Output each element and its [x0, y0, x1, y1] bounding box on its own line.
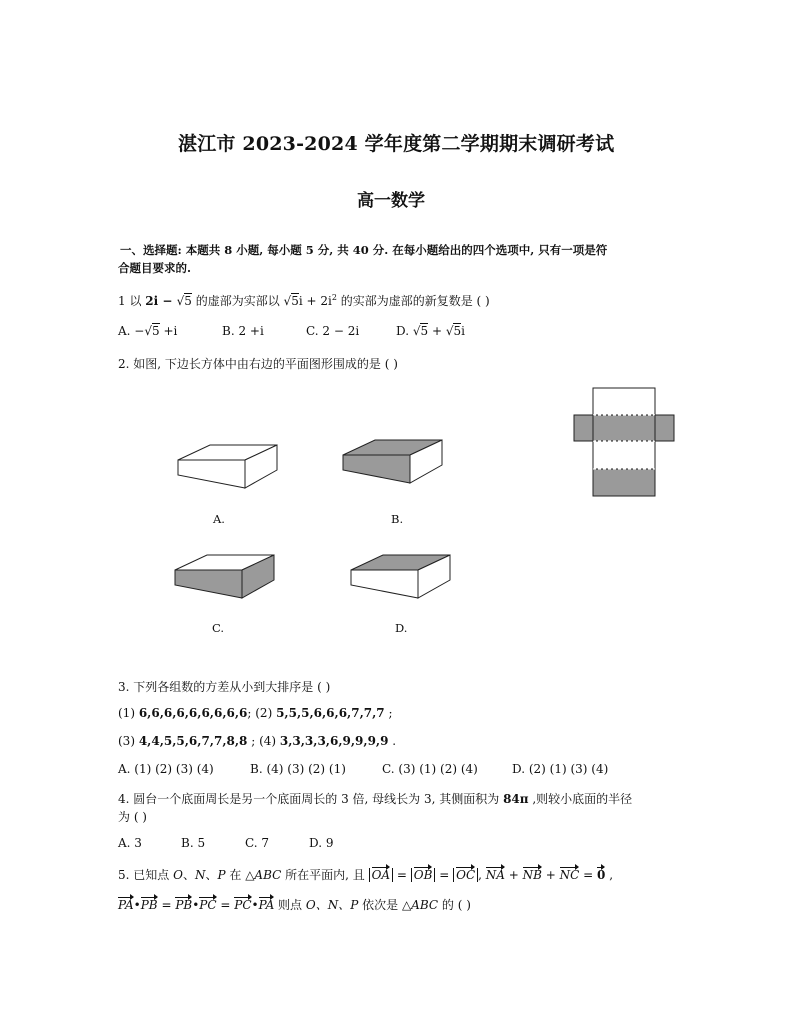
question-3-stem: 3. 下列各组数的方差从小到大排序是 ( )	[118, 680, 331, 694]
q1-expr-b: i + 2i	[298, 294, 332, 308]
box-net-diagram	[574, 388, 674, 498]
q5-tail-e: 的 ( )	[438, 898, 471, 912]
q1-option-a-minus: −	[134, 324, 145, 338]
q1-option-a-tail: +i	[159, 324, 178, 338]
q1-option-c[interactable]: C. 2 − 2i	[306, 324, 360, 338]
q1-text-b: 的虚部为实部以	[191, 294, 284, 308]
q1-option-b[interactable]: B. 2 +i	[222, 324, 264, 338]
q3-group3-data: 4,4,5,5,6,7,7,8,8	[138, 734, 248, 748]
q1-option-a[interactable]: A. −√5 +i	[118, 324, 178, 338]
q1-option-d[interactable]: D. √5 + √5i	[396, 324, 465, 338]
q1-option-d-sqrt2: 5	[453, 324, 462, 338]
q1-option-d-sqrt1: 5	[420, 324, 429, 338]
q1-sqrt-b: 5	[291, 294, 299, 308]
box-figure-b[interactable]	[335, 430, 450, 490]
q3-data-line-1	[118, 706, 393, 720]
q4-text-a: 4. 圆台一个底面周长是另一个底面周长的 3 倍, 母线长为 3, 其侧面积为	[118, 792, 504, 806]
q3-option-c[interactable]: C. (3) (1) (2) (4)	[382, 762, 478, 776]
question-2-stem: 2. 如图, 下边长方体中由右边的平面图形围成的是 ( )	[118, 357, 398, 371]
box-label-b: B.	[391, 512, 404, 526]
q5-tail-triangle: △ABC	[401, 898, 439, 912]
subject-title: 高一数学	[357, 191, 425, 211]
q1-option-a-sqrt: 5	[152, 324, 160, 338]
q3-option-b[interactable]: B. (4) (3) (2) (1)	[250, 762, 346, 776]
question-5-stem-line2: PA•PB = PB•PC = PC•PA 则点 O、N、P 依次是 △ABC 的 ( )	[118, 898, 471, 912]
vector-pa-1: PA	[118, 898, 134, 912]
vector-pc-1: PC	[199, 898, 217, 912]
question-4-stem-line2: 为 ( )	[118, 810, 147, 824]
q4-option-d[interactable]: D. 9	[309, 836, 334, 850]
q4-option-c[interactable]: C. 7	[245, 836, 270, 850]
vector-nc: NC	[559, 868, 580, 882]
q5-sep-2: 、	[205, 868, 218, 882]
q5-triangle-a: △ABC	[245, 868, 282, 882]
q5-text-c: 所在平面内, 且	[281, 868, 369, 882]
vector-pb-2: PB	[175, 898, 193, 912]
q1-text-a: 1 以	[118, 294, 146, 308]
vector-oc: OC	[456, 868, 476, 882]
zero-vector: 0	[597, 868, 606, 882]
vector-pb-1: PB	[140, 898, 158, 912]
section-header-line2: 合题目要求的.	[118, 261, 192, 275]
box-figure-d[interactable]	[343, 545, 458, 605]
q4-area-value: 84π	[503, 792, 529, 806]
q3-group1-label: (1)	[118, 706, 139, 720]
question-5-stem-line1: 5. 已知点 O、N、P 在 △ABC 所在平面内, 且 OA = OB = OC , NA + NB + NC = 0 ,	[118, 868, 614, 882]
box-figure-a[interactable]	[170, 435, 285, 495]
q4-text-b: ,则较小底面的半径	[528, 792, 633, 806]
question-4-stem-line1	[118, 790, 632, 807]
q5-point-p: P	[217, 868, 226, 882]
q5-text-b: 在	[225, 868, 246, 882]
box-label-d: D.	[395, 621, 408, 635]
vector-oa: OA	[371, 868, 391, 882]
q5-tail-c: 依次是	[358, 898, 402, 912]
box-label-a: A.	[213, 512, 225, 526]
vector-pa-2: PA	[258, 898, 275, 912]
q4-option-b[interactable]: B. 5	[181, 836, 206, 850]
q3-line1-end: ;	[384, 706, 393, 720]
q3-line2-end: .	[388, 734, 397, 748]
q3-group2-data: 5,5,5,6,6,6,7,7,7	[276, 706, 385, 720]
q3-group4-label: ; (4)	[247, 734, 280, 748]
vector-ob: OB	[413, 868, 433, 882]
q1-expr-a: 2i −	[145, 294, 177, 308]
exam-title: 湛江市 2023-2024 学年度第二学期期末调研考试	[178, 133, 615, 155]
q3-group4-data: 3,3,3,3,6,9,9,9,9	[279, 734, 389, 748]
q5-sep-1: 、	[182, 868, 195, 882]
box-figure-c[interactable]	[167, 545, 282, 605]
vector-nb: NB	[522, 868, 542, 882]
q5-point-n: N	[194, 868, 206, 882]
vector-na: NA	[485, 868, 505, 882]
q5-tail-a: 则点	[274, 898, 306, 912]
box-label-c: C.	[212, 621, 225, 635]
q3-group1-data: 6,6,6,6,6,6,6,6,6	[138, 706, 248, 720]
q1-sqrt-a: 5	[184, 294, 192, 308]
q3-group3-label: (3)	[118, 734, 139, 748]
q1-option-d-i: i	[461, 324, 465, 338]
q1-option-a-label: A.	[118, 324, 135, 338]
q1-option-d-label: D.	[396, 324, 413, 338]
q1-option-d-plus: +	[428, 324, 446, 338]
q1-text-c: 的实部为虚部的新复数是 ( )	[336, 294, 490, 308]
q5-point-o: O	[173, 868, 183, 882]
q5-text-a: 5. 已知点	[118, 868, 174, 882]
q1-exponent: 2	[331, 293, 337, 302]
q5-tail-points: O、N、P	[305, 898, 359, 912]
section-header-line1: 一、选择题: 本题共 8 小题, 每小题 5 分, 共 40 分. 在每小题给出的四个选项中, 只有一项是符	[120, 243, 608, 257]
q3-option-a[interactable]: A. (1) (2) (3) (4)	[118, 762, 214, 776]
q4-option-a[interactable]: A. 3	[118, 836, 142, 850]
question-1-stem: 1 以 2i − √5 的虚部为实部以 $√5i + 2i^2$ 的实部为虚部的新复数是 ( )	[118, 293, 490, 308]
q3-group2-label: ; (2)	[247, 706, 277, 720]
q3-data-line-2	[118, 734, 396, 748]
vector-pc-2: PC	[234, 898, 252, 912]
q3-option-d[interactable]: D. (2) (1) (3) (4)	[512, 762, 609, 776]
